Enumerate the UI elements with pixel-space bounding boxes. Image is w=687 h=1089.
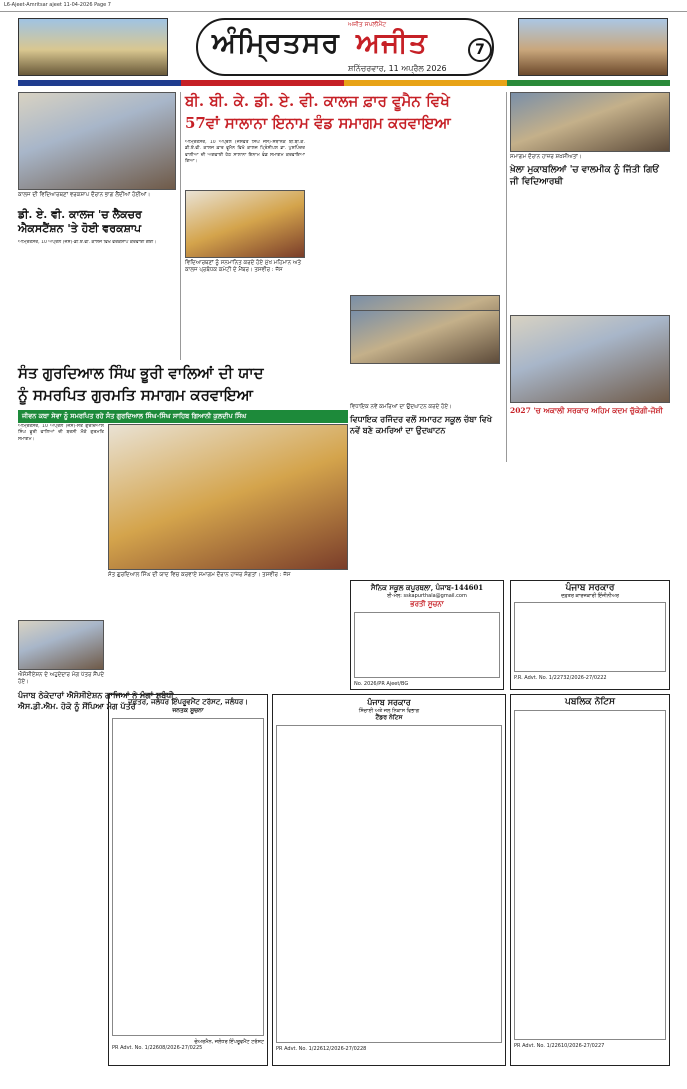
saint-story-dateline: ਅੰਮ੍ਰਿਤਸਰ, 10 ਅਪ੍ਰੈਲ (ਜੱਸ)-ਸੰਤ ਗੁਰਦਿਆਲ ਸਿੰਘ ਭੂਰੀ ਵਾਲਿਆਂ ਦੀ ਬਰਸੀ ਮੌਕੇ ਗੁਰਮਤਿ ਸਮਾਗਮ। <box>18 424 104 442</box>
right-politics-headline: 2027 'ਚ ਅਕਾਲੀ ਸਰਕਾਰ ਅਹਿਮ ਕਦਮ ਚੁੱਕੇਗੀ-ਜੋਸ਼ੀ <box>510 406 663 415</box>
golden-temple-image <box>18 18 168 76</box>
recruitment-ad-heading: ਭਰਤੀ ਸੂਚਨਾ <box>410 599 444 608</box>
main-headline-line2: 57ਵਾਂ ਸਾਲਾਨਾ ਇਨਾਮ ਵੰਡ ਸਮਾਗਮ ਕਰਵਾਇਆ <box>185 114 451 132</box>
school-headline: ਵਿਧਾਇਕ ਰਜਿੰਦਰ ਵਲੋਂ ਸਮਾਰਟ ਸਕੂਲ ਚੱਬਾ ਵਿਖੇ ਨਵੇਂ ਬਣੇ ਕਮਰਿਆਂ ਦਾ ਉਦਘਾਟਨ <box>350 414 492 435</box>
column-rule <box>180 92 181 360</box>
right-top-photo <box>510 92 670 152</box>
main-story-body-3 <box>310 140 500 258</box>
public-notice-ref: PR Advt. No. 1/22610/2026-27/0227 <box>514 1043 605 1049</box>
masthead-title-paper: ਅਜੀਤ <box>356 26 428 59</box>
association-photo <box>18 620 104 670</box>
school-photo-caption: ਵਿਧਾਇਕ ਨਵੇਂ ਕਮਰਿਆਂ ਦਾ ਉਦਘਾਟਨ ਕਰਦੇ ਹੋਏ। <box>350 404 452 410</box>
school-story-body <box>350 446 504 576</box>
right-sports-body <box>510 190 670 310</box>
masthead-color-rule <box>18 80 670 86</box>
masthead-title-box <box>196 18 494 76</box>
saint-subhead-bar: ਜੀਵਨ ਕਥਾ ਸੇਵਾ ਨੂੰ ਸਮਰਪਿਤ ਰਹੇ ਸੰਤ ਗੁਰਦਿਆਲ ਸਿੰਘ-ਸਿੰਘ ਸਾਹਿਬ ਗਿਆਨੀ ਕੁਲਦੀਪ ਸਿੰਘ <box>18 410 348 423</box>
trust-notice-title: ਦਫ਼ਤਰ, ਜਲੰਧਰ ਇੰਪਰੂਵਮੈਂਟ ਟਰੱਸਟ, ਜਲੰਧਰ। <box>128 697 248 706</box>
main-story-body-2 <box>185 296 345 356</box>
saint-headline-line2: ਨੂੰ ਸਮਰਪਿਤ ਗੁਰਮਤਿ ਸਮਾਗਮ ਕਰਵਾਇਆ <box>18 386 253 404</box>
govt-notice-title: ਪੰਜਾਬ ਸਰਕਾਰ <box>565 583 615 593</box>
page-number: 7 <box>468 38 492 62</box>
right-sports-headline: ਖ਼ੇਲਾ ਮੁਕਾਬਲਿਆਂ 'ਚ ਵਾਲਮੀਕ ਨੂੰ ਜਿੱਤੀ ਗਿਓਂ ਜੀ ਵਿਦਿਆਰਥੀ <box>510 165 659 187</box>
trust-notice-heading: ਜਨਤਕ ਸੂਚਨਾ <box>172 707 204 714</box>
workshop-dateline: ਅੰਮ੍ਰਿਤਸਰ, 10 ਅਪ੍ਰੈਲ (ਜੱਸ)-ਡੀ.ਏ.ਵੀ. ਕਾਲਜ ਵਿਖੇ ਵਰਕਸ਼ਾਪ ਕਰਵਾਈ ਗਈ। <box>18 240 157 245</box>
saint-story-body-2 <box>108 592 348 680</box>
saint-story-photo <box>108 424 348 570</box>
main-story-photo <box>185 190 305 258</box>
tender-notice-title: ਪੰਜਾਬ ਸਰਕਾਰ <box>367 697 411 707</box>
right-meeting-photo <box>510 315 670 403</box>
saint-story-body <box>18 424 104 614</box>
tender-notice-sub: ਸਿੰਚਾਈ ਅਤੇ ਜਲ ਨਿਕਾਸ ਵਿਭਾਗ <box>358 708 420 714</box>
print-info-strip: L6-Ajeet-Amritsar ajeet 11-04-2026 Page 7 <box>0 0 687 12</box>
association-photo-caption: ਐਸੋਸੀਏਸ਼ਨ ਦੇ ਅਹੁਦੇਦਾਰ ਮੰਗ ਪੱਤਰ ਸੌਂਪਦੇ ਹੋਏ। <box>18 672 104 685</box>
saint-headline-line1: ਸੰਤ ਗੁਰਦਿਆਲ ਸਿੰਘ ਭੂਰੀ ਵਾਲਿਆਂ ਦੀ ਯਾਦ <box>18 364 264 382</box>
recruitment-ad-email: ਈ-ਮੇਲ: sskapurthala@gmail.com <box>387 593 467 599</box>
masthead-date: ਸ਼ਨਿੱਚਰਵਾਰ, 11 ਅਪ੍ਰੈਲ 2026 <box>348 64 447 73</box>
masthead-kicker: ਅਜੀਤ ਸਪਲੀਮੈਂਟ <box>348 21 387 28</box>
trust-notice-signature: ਚੇਅਰਮੈਨ, ਜਲੰਧਰ ਇੰਪਰੂਵਮੈਂਟ ਟਰੱਸਟ <box>194 1039 264 1045</box>
association-body <box>18 716 104 1066</box>
public-notice-table <box>514 710 666 1040</box>
recruitment-ad-ref: No. 2026/PR Ajeet/BG <box>354 681 409 687</box>
govt-notice-table <box>514 602 666 672</box>
masthead <box>18 18 670 80</box>
trust-notice-body <box>112 718 264 1036</box>
recruitment-ad-title: ਸੈਨਿਕ ਸਕੂਲ ਕਪੂਰਥਲਾ, ਪੰਜਾਬ-144601 <box>370 583 484 592</box>
public-notice-title: ਪਬਲਿਕ ਨੋਟਿਸ <box>565 697 615 707</box>
workshop-photo-caption: ਕਾਲਜ ਦੀ ਵਿਦਿਆਰਥਣਾਂ ਵਰਕਸ਼ਾਪ ਦੌਰਾਨ ਭਾਗ ਲੈਂਦੀਆਂ ਹੋਈਆਂ। <box>18 192 151 198</box>
right-politics-body <box>510 420 670 520</box>
right-top-photo-caption: ਸਮਾਗਮ ਦੌਰਾਨ ਹਾਜ਼ਰ ਸ਼ਖ਼ਸੀਅਤਾਂ। <box>510 154 582 160</box>
association-headline: ਪੰਜਾਬ ਠੇਕੇਦਾਰਾਂ ਐਸੋਸੀਏਸ਼ਨ ਗਾਜਿਆਂ ਨੇ ਮੰਗਾਂ ਸਬੰਧੀ ਐਸ.ਡੀ.ਐਮ. ਹੋਕੋ ਨੂੰ ਸੌਂਪਿਆ ਮੰਗ ਪੱਤਰ <box>18 690 174 711</box>
main-story-dateline: ਅੰਮ੍ਰਿਤਸਰ, 10 ਅਪ੍ਰੈਲ (ਜਸਵੰਤ ਸਿੰਘ ਜੱਸ)-ਸਥਾਨਕ ਬੀ.ਬੀ.ਕੇ. ਡੀ.ਏ.ਵੀ. ਕਾਲਜ ਫ਼ਾਰ ਵੂਮੈਨ ਵਿਖੇ ਕਾਲਜ ਪ੍ਰਿੰਸੀਪਲ ਡਾ. ਪੁਸ਼ਪਿੰਦਰ ਵਾਲੀਆ ਦੀ ਅਗਵਾਈ ਹੇਠ ਸਾਲਾਨਾ ਇਨਾਮ ਵੰਡ ਸਮਾਗਮ ਕਰਵਾਇਆ ਗਿਆ। <box>185 140 305 164</box>
recruitment-ad-table <box>354 612 500 678</box>
workshop-photo <box>18 92 176 190</box>
main-story-photo-caption: ਵਿਦਿਆਰਥਣਾਂ ਨੂੰ ਸਨਮਾਨਿਤ ਕਰਦੇ ਹੋਏ ਮੁੱਖ ਮਹਿਮਾਨ ਅਤੇ ਕਾਲਜ ਪ੍ਰਬੰਧਕ ਕਮੇਟੀ ਦੇ ਮੈਂਬਰ। ਤਸਵੀਰ : ਜੱਸ <box>185 260 302 273</box>
govt-notice-sub: ਦਫ਼ਤਰ ਕਾਰਜਕਾਰੀ ਇੰਜੀਨੀਅਰ <box>561 593 619 599</box>
school-photo <box>350 310 500 364</box>
tender-notice-ad <box>272 694 506 1066</box>
tender-notice-ref: PR Advt. No. 1/22612/2026-27/0228 <box>276 1046 367 1052</box>
main-story-body <box>185 140 305 188</box>
trust-notice-ad <box>108 694 268 1066</box>
column-rule <box>506 92 507 462</box>
govt-notice-ref: P.R. Advt. No. 1/22732/2026-27/0222 <box>514 675 607 681</box>
workshop-body <box>18 240 176 355</box>
main-headline-line1: ਬੀ. ਬੀ. ਕੇ. ਡੀ. ਏ. ਵੀ. ਕਾਲਜ ਫ਼ਾਰ ਵੂਮੈਨ ਵਿਖੇ <box>185 92 450 110</box>
recruitment-ad <box>350 580 504 690</box>
trust-notice-ref: PR Advt. No. 1/22608/2026-27/0225 <box>112 1045 203 1051</box>
govt-notice-ad <box>510 580 670 690</box>
workshop-headline: ਡੀ. ਏ. ਵੀ. ਕਾਲਜ 'ਚ ਲੈਕਚਰ ਐਕਸਟੈਂਸ਼ਨ 'ਤੇ ਹੋਈ ਵਰਕਸ਼ਾਪ <box>18 208 142 235</box>
saint-story-photo-caption: ਸੰਤ ਗੁਰਦਿਆਲ ਸਿੰਘ ਦੀ ਯਾਦ ਵਿਚ ਕਰਵਾਏ ਸਮਾਗਮ ਦੌਰਾਨ ਹਾਜ਼ਰ ਸੰਗਤਾਂ। ਤਸਵੀਰ : ਜੱਸ <box>108 572 291 578</box>
tender-notice-heading: ਟੈਂਡਰ ਨੋਟਿਸ <box>375 714 403 721</box>
masthead-title-city: ਅੰਮ੍ਰਿਤਸਰ <box>212 26 340 59</box>
public-notice-ad <box>510 694 670 1066</box>
tender-notice-table <box>276 725 502 1043</box>
heritage-building-image <box>518 18 668 76</box>
